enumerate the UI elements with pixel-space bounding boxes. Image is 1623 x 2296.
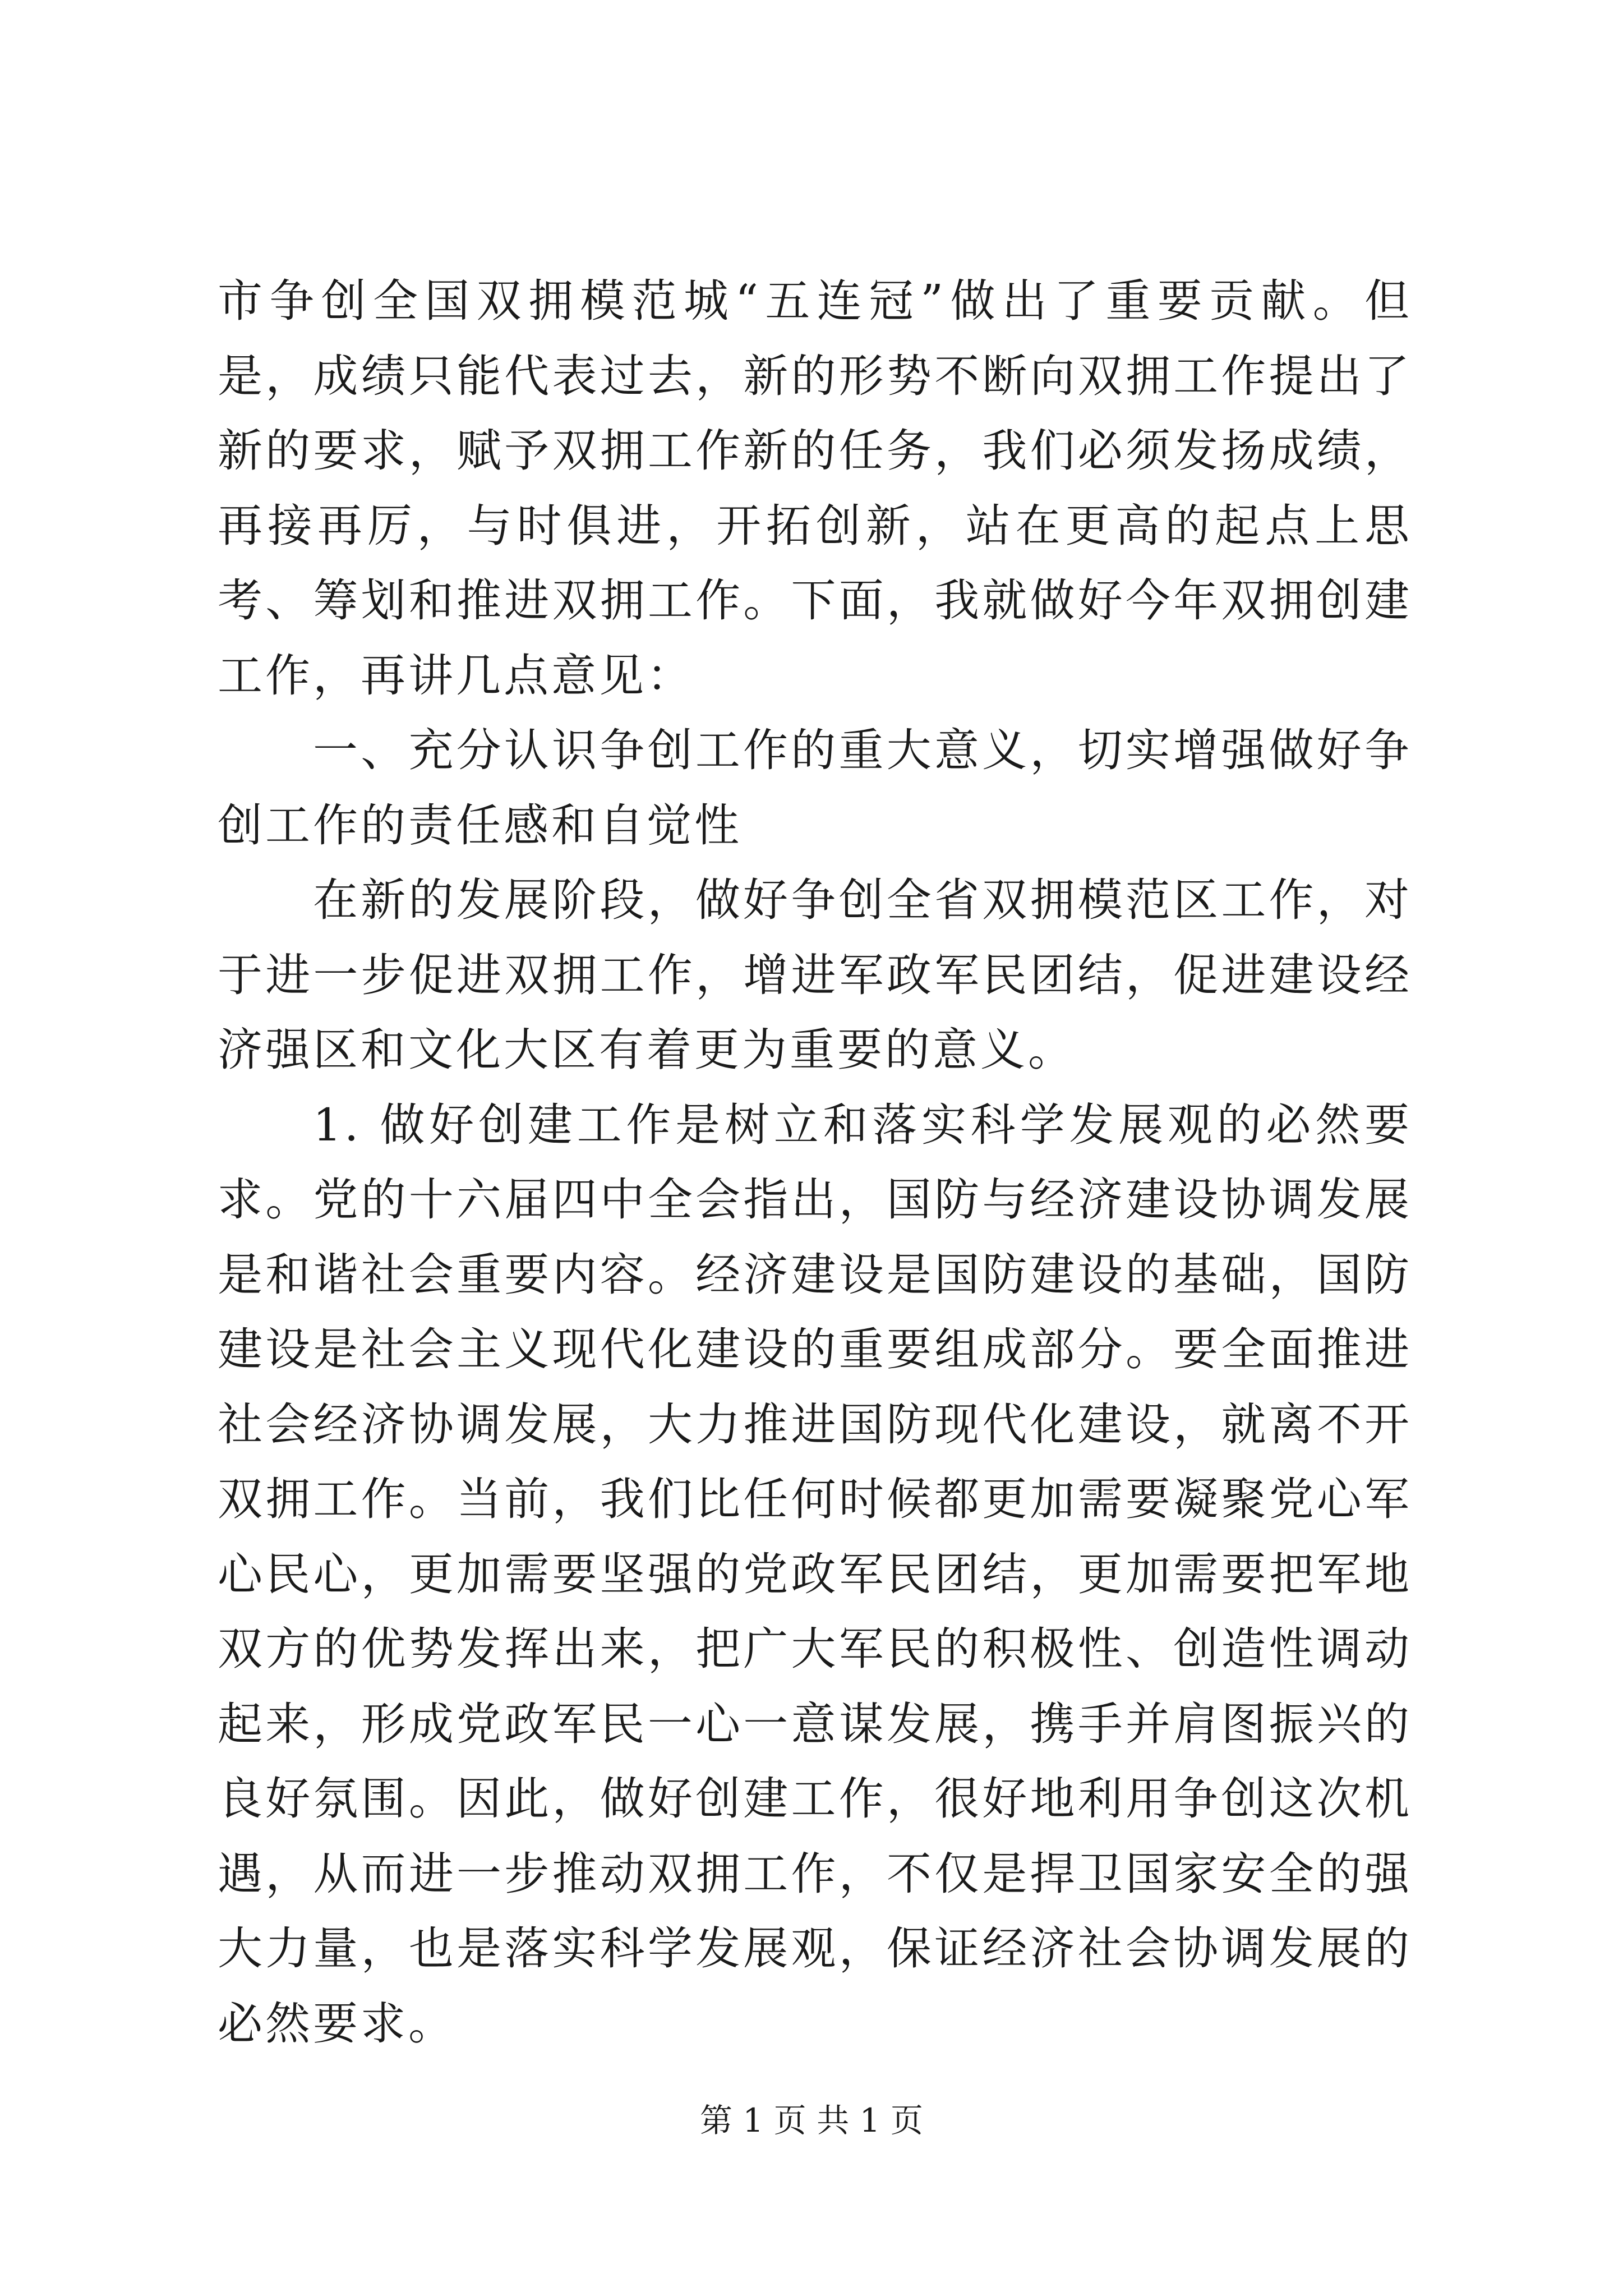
section-heading: 一、充分认识争创工作的重大意义，切实增强做好争创工作的责任感和自觉性 <box>218 724 1412 852</box>
body-paragraph: 在新的发展阶段，做好争创全省双拥模范区工作，对于进一步促进双拥工作，增进军政军民团结，促进建设经济强区和文化大区有着更为重要的意义。 <box>218 874 1412 1076</box>
body-paragraph: 1. 做好创建工作是树立和落实科学发展观的必然要求。党的十六届四中全会指出，国防与经济建设协调发展是和谐社会重要内容。经济建设是国防建设的基础，国防建设是社会主义现代化建设的重要组成部分。要全面推进社会经济协调发展，大力推进国防现代化建设，就离不开双拥工作。当前，我们比任何时候都更加需要凝聚党心军心民心，更加需要坚强的党政军民团结，更加需要把军地双方的优势发挥出来，把广大军民的积极性、创造性调动起来，形成党政军民一心一意谋发展，携手并肩图振兴的良好氛围。因此，做好创建工作，很好地利用争创这次机遇，从而进一步推动双拥工作，不仅是捍卫国家安全的强大力量，也是落实科学发展观，保证经济社会协调发展的必然要求。 <box>218 1098 1412 2050</box>
page-number-footer: 第 1 页 共 1 页 <box>700 2101 923 2139</box>
body-paragraph: 市争创全国双拥模范城“五连冠”做出了重要贡献。但是，成绩只能代表过去，新的形势不断向双拥工作提出了新的要求，赋予双拥工作新的任务，我们必须发扬成绩，再接再厉，与时俱进，开拓创新，站在更高的起点上思考、筹划和推进双拥工作。下面，我就做好今年双拥创建工作，再讲几点意见： <box>218 275 1412 702</box>
document-body <box>218 264 1412 2061</box>
